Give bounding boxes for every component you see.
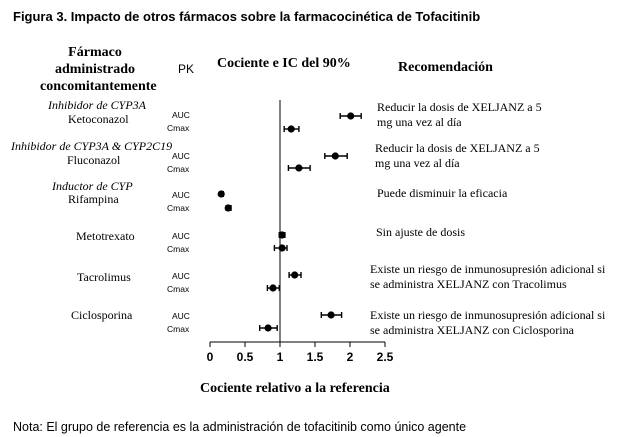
footnote: Nota: El grupo de referencia es la administración de tofacitinib como único agente (13, 420, 467, 434)
x-tick-label: 0 (206, 350, 214, 364)
row-pk-cmax: Cmax (167, 244, 190, 254)
data-point (218, 190, 225, 197)
data-point (265, 324, 272, 331)
row-drug: Ketoconazol (68, 112, 129, 126)
row-pk-auc: AUC (172, 231, 190, 241)
row-recommendation-line2: se administra XELJANZ con Ciclosporina (370, 323, 574, 337)
data-point (328, 311, 335, 318)
data-point (225, 204, 232, 211)
row-pk-auc: AUC (172, 110, 190, 120)
x-tick-label: 1.5 (306, 350, 324, 364)
data-point (288, 125, 295, 132)
row-drug: Fluconazol (67, 153, 121, 167)
data-point (279, 231, 286, 238)
row-pk-cmax: Cmax (167, 203, 190, 213)
row-recommendation-line1: Reducir la dosis de XELJANZ a 5 (375, 141, 540, 155)
row-pk-auc: AUC (172, 190, 190, 200)
row-category: Inhibidor de CYP3A & CYP2C19 (11, 139, 173, 153)
row-recommendation-line1: Existe un riesgo de inmunosupresión adicional si (370, 262, 606, 276)
row-pk-auc: AUC (172, 271, 190, 281)
row-category: Inductor de CYP (52, 179, 133, 193)
row-pk-cmax: Cmax (167, 123, 190, 133)
row-drug: Metotrexato (76, 229, 135, 243)
row-drug: Tacrolimus (77, 270, 131, 284)
x-tick-label: 1 (276, 350, 284, 364)
row-recommendation-line2: mg una vez al día (377, 115, 462, 129)
row-pk-cmax: Cmax (167, 164, 190, 174)
data-point (347, 112, 354, 119)
header-recommendation: Recomendación (398, 60, 493, 75)
x-tick-label: 2.5 (376, 350, 394, 364)
data-point (279, 244, 286, 251)
row-pk-auc: AUC (172, 151, 190, 161)
row-pk-auc: AUC (172, 311, 190, 321)
row-recommendation-line1: Puede disminuir la eficacia (377, 186, 508, 200)
data-point (332, 152, 339, 159)
x-tick-label: 0.5 (236, 350, 254, 364)
row-recommendation-line1: Reducir la dosis de XELJANZ a 5 (377, 100, 542, 114)
x-tick-label: 2 (346, 350, 354, 364)
figure-title: Figura 3. Impacto de otros fármacos sobre la farmacocinética de Tofacitinib (13, 9, 481, 24)
row-recommendation-line2: mg una vez al día (375, 156, 460, 170)
row-pk-cmax: Cmax (167, 324, 190, 334)
row-drug: Rifampina (68, 192, 119, 206)
row-recommendation-line2: se administra XELJANZ con Tracolimus (370, 277, 567, 291)
header-ratio: Cociente e IC del 90% (217, 56, 351, 71)
header-drug-line2: administrado (54, 62, 136, 77)
header-pk: PK (178, 62, 195, 76)
row-pk-cmax: Cmax (167, 284, 190, 294)
row-drug: Ciclosporina (71, 308, 133, 322)
row-recommendation-line1: Existe un riesgo de inmunosupresión adicional si (370, 308, 606, 322)
header-drug-line3: concomitantemente (40, 79, 157, 94)
data-point (291, 271, 298, 278)
data-point (295, 164, 302, 171)
data-point (269, 284, 276, 291)
header-drug-line1: Fármaco (68, 45, 122, 60)
x-axis-label: Cociente relativo a la referencia (200, 381, 390, 396)
row-recommendation-line1: Sin ajuste de dosis (376, 225, 465, 239)
row-category: Inhibidor de CYP3A (48, 98, 146, 112)
